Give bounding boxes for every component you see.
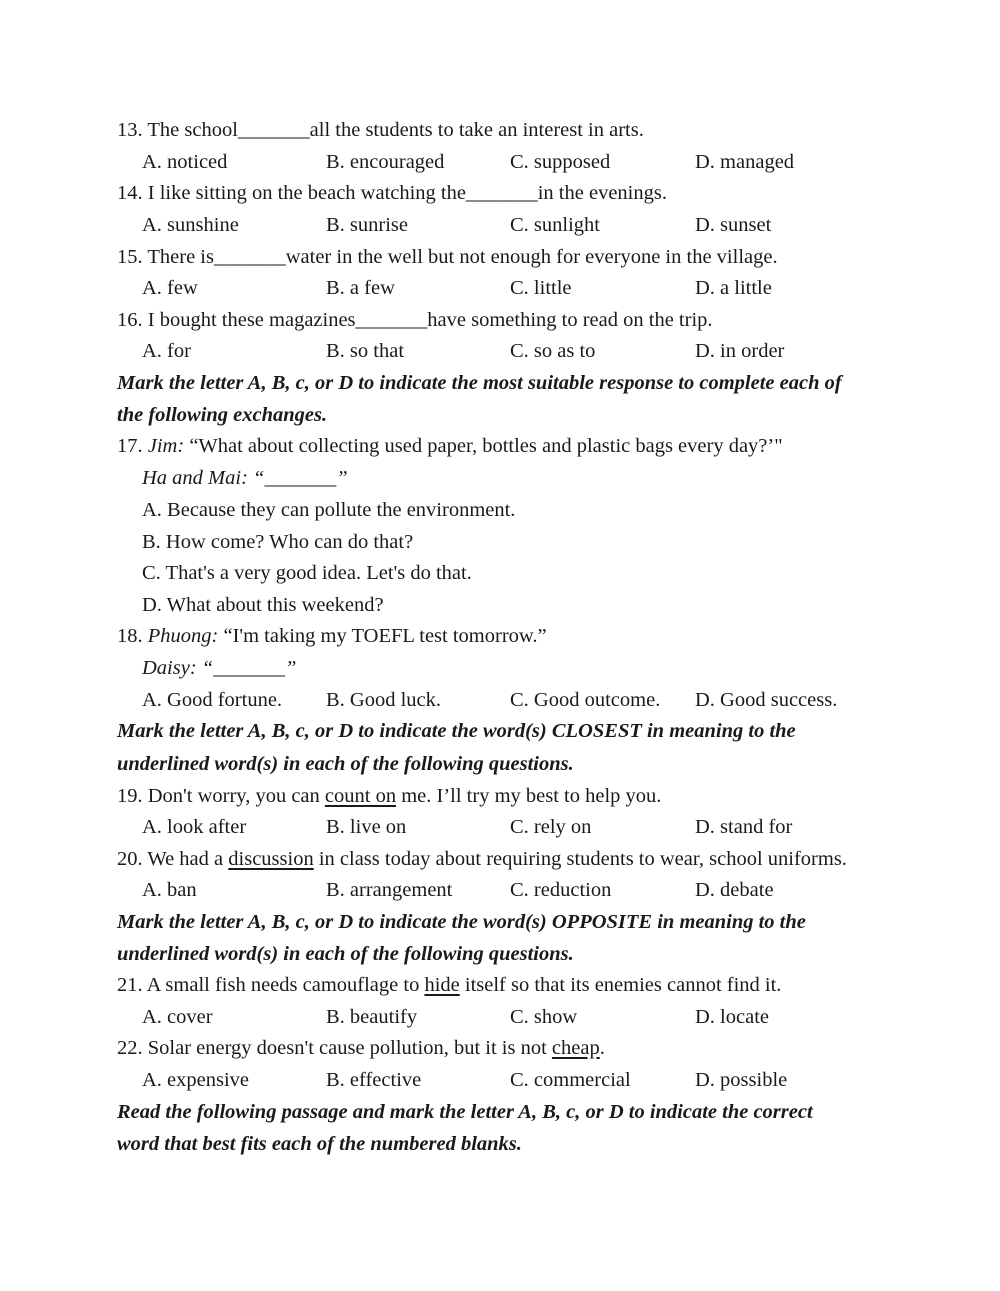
question-20-options	[142, 877, 942, 903]
question-16-options	[142, 338, 942, 364]
question-17-reply: Ha and Mai: “_______”	[142, 467, 348, 489]
option-d[interactable]: D. a little	[695, 277, 772, 299]
option-c[interactable]: C. sunlight	[510, 214, 600, 236]
option-b[interactable]: B. How come? Who can do that?	[142, 531, 414, 553]
section-instruction: underlined word(s) in each of the following questions.	[117, 943, 574, 965]
section-instruction: Mark the letter A, B, c, or D to indicate the word(s) OPPOSITE in meaning to the	[117, 911, 806, 933]
option-a[interactable]: A. expensive	[142, 1069, 250, 1091]
option-c[interactable]: C. little	[510, 277, 572, 299]
option-c[interactable]: C. reduction	[510, 879, 612, 901]
option-c[interactable]: C. commercial	[510, 1069, 631, 1091]
section-instruction: Mark the letter A, B, c, or D to indicate the word(s) CLOSEST in meaning to the	[117, 720, 796, 742]
option-d[interactable]: D. sunset	[695, 214, 772, 236]
question-21: 21. A small fish needs camouflage to hide itself so that its enemies cannot find it.	[117, 974, 782, 996]
blank: _______	[355, 309, 428, 331]
option-c[interactable]: C. supposed	[510, 151, 611, 173]
question-14: 14. I like sitting on the beach watching the_______in the evenings.	[117, 182, 667, 204]
option-c[interactable]: C. Good outcome.	[510, 689, 661, 711]
blank: _______	[264, 467, 337, 489]
question-19: 19. Don't worry, you can count on me. I’ll try my best to help you.	[117, 785, 662, 807]
blank: _______	[237, 119, 310, 141]
question-14-options	[142, 212, 942, 238]
option-c[interactable]: C. rely on	[510, 816, 592, 838]
option-c[interactable]: C. so as to	[510, 340, 596, 362]
option-a[interactable]: A. ban	[142, 879, 197, 901]
option-b[interactable]: B. effective	[326, 1069, 422, 1091]
option-b[interactable]: B. sunrise	[326, 214, 408, 236]
option-a[interactable]: A. sunshine	[142, 214, 239, 236]
question-18-options	[142, 687, 942, 713]
option-d[interactable]: D. stand for	[695, 816, 793, 838]
blank: _______	[213, 246, 286, 268]
speaker: Phuong:	[147, 625, 219, 647]
question-22: 22. Solar energy doesn't cause pollution, but it is not cheap.	[117, 1037, 605, 1059]
blank: _______	[213, 657, 285, 679]
option-c[interactable]: C. That's a very good idea. Let's do that.	[142, 562, 472, 584]
option-a[interactable]: A. for	[142, 340, 191, 362]
question-15-options	[142, 275, 942, 301]
option-b[interactable]: B. encouraged	[326, 151, 445, 173]
question-19-options	[142, 814, 942, 840]
question-22-options	[142, 1067, 942, 1093]
underlined-word: cheap	[551, 1037, 600, 1059]
question-21-options	[142, 1004, 942, 1030]
option-b[interactable]: B. live on	[326, 816, 407, 838]
section-instruction: Read the following passage and mark the letter A, B, c, or D to indicate the correct	[117, 1101, 813, 1123]
question-15: 15. There is_______water in the well but not enough for everyone in the village.	[117, 246, 778, 268]
option-a[interactable]: A. Good fortune.	[142, 689, 283, 711]
option-d[interactable]: D. managed	[695, 151, 795, 173]
question-16: 16. I bought these magazines_______have something to read on the trip.	[117, 309, 713, 331]
option-b[interactable]: B. so that	[326, 340, 405, 362]
speaker: Jim:	[147, 435, 185, 457]
option-b[interactable]: B. beautify	[326, 1006, 418, 1028]
option-a[interactable]: A. noticed	[142, 151, 228, 173]
option-c[interactable]: C. show	[510, 1006, 578, 1028]
question-13: 13. The school_______all the students to take an interest in arts.	[117, 119, 644, 141]
underlined-word: count on	[324, 785, 397, 807]
option-a[interactable]: A. few	[142, 277, 198, 299]
section-instruction: the following exchanges.	[117, 404, 328, 426]
option-b[interactable]: B. arrangement	[326, 879, 453, 901]
question-13-options	[142, 149, 942, 175]
option-d[interactable]: D. locate	[695, 1006, 769, 1028]
option-d[interactable]: D. debate	[695, 879, 774, 901]
section-instruction: word that best fits each of the numbered blanks.	[117, 1133, 522, 1155]
section-instruction: underlined word(s) in each of the following questions.	[117, 753, 574, 775]
option-d[interactable]: D. What about this weekend?	[142, 594, 384, 616]
question-20: 20. We had a discussion in class today about requiring students to wear, school uniforms.	[117, 848, 847, 870]
option-a[interactable]: A. Because they can pollute the environment.	[142, 499, 516, 521]
underlined-word: discussion	[228, 848, 314, 870]
option-b[interactable]: B. a few	[326, 277, 395, 299]
option-a[interactable]: A. look after	[142, 816, 247, 838]
underlined-word: hide	[424, 974, 460, 996]
question-18: 18. Phuong: “I'm taking my TOEFL test tomorrow.”	[117, 625, 547, 647]
option-d[interactable]: D. possible	[695, 1069, 788, 1091]
option-a[interactable]: A. cover	[142, 1006, 213, 1028]
option-d[interactable]: D. in order	[695, 340, 785, 362]
question-17: 17. Jim: “What about collecting used paper, bottles and plastic bags every day?’"	[117, 435, 783, 457]
option-b[interactable]: B. Good luck.	[326, 689, 442, 711]
blank: _______	[465, 182, 538, 204]
question-18-reply: Daisy: “_______”	[142, 657, 297, 679]
option-d[interactable]: D. Good success.	[695, 689, 838, 711]
section-instruction: Mark the letter A, B, c, or D to indicate the most suitable response to complete each of	[117, 372, 842, 394]
